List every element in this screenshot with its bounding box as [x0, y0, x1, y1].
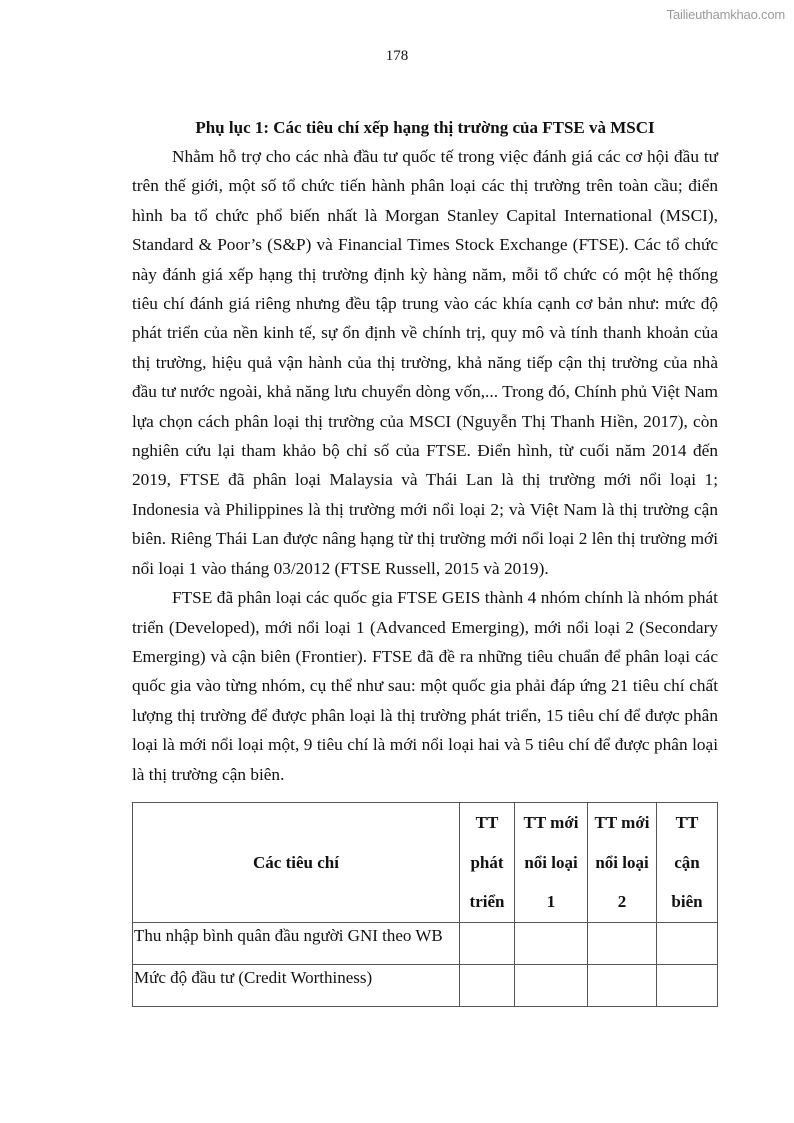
- header-secondary-emerging: TT mới nổi loại 2: [588, 803, 657, 923]
- header-frontier: TT cận biên: [657, 803, 718, 923]
- header-advanced-emerging: TT mới nổi loại 1: [515, 803, 588, 923]
- appendix-title: Phụ lục 1: Các tiêu chí xếp hạng thị trường của FTSE và MSCI: [195, 118, 655, 137]
- document-body: [132, 113, 718, 789]
- advanced-emerging-cell: [515, 965, 588, 1007]
- header-developed: TT phát triển: [460, 803, 515, 923]
- criterion-cell: Mức độ đầu tư (Credit Worthiness): [133, 965, 460, 1007]
- table-row: [133, 923, 718, 965]
- secondary-emerging-cell: [588, 965, 657, 1007]
- advanced-emerging-cell: [515, 923, 588, 965]
- header-criteria: Các tiêu chí: [133, 803, 460, 923]
- frontier-cell: [657, 965, 718, 1007]
- developed-cell: [460, 965, 515, 1007]
- paragraph-intro: Nhằm hỗ trợ cho các nhà đầu tư quốc tế trong việc đánh giá các cơ hội đầu tư trên thế giới, một số tổ chức tiến hành phân loại các thị trường trên toàn cầu; điển hình ba tổ chức phổ biến nhất là Morgan Stanley Capital International (MSCI), Standard & Poor’s (S&P) và Financial Times Stock Exchange (FTSE). Các tổ chức này đánh giá xếp hạng thị trường định kỳ hàng năm, mỗi tổ chức có một hệ thống tiêu chí đánh giá riêng nhưng đều tập trung vào các khía cạnh cơ bản như: mức độ phát triển của nền kinh tế, sự ổn định về chính trị, quy mô và tính thanh khoản của thị trường, hiệu quả vận hành của thị trường, khả năng tiếp cận thị trường của nhà đầu tư nước ngoài, khả năng lưu chuyển dòng vốn,... Trong đó, Chính phủ Việt Nam lựa chọn cách phân loại thị trường của MSCI (Nguyễn Thị Thanh Hiền, 2017), còn nghiên cứu lại tham khảo bộ chỉ số của FTSE. Điển hình, từ cuối năm 2014 đến 2019, FTSE đã phân loại Malaysia và Thái Lan là thị trường mới nổi loại 1; Indonesia và Philippines là thị trường mới nổi loại 2; và Việt Nam là thị trường cận biên. Riêng Thái Lan được nâng hạng từ thị trường mới nổi loại 2 lên thị trường mới nổi loại 1 vào tháng 03/2012 (FTSE Russell, 2015 và 2019).: [132, 147, 718, 578]
- paragraph-ftse-groups: FTSE đã phân loại các quốc gia FTSE GEIS thành 4 nhóm chính là nhóm phát triển (Developed), mới nổi loại 1 (Advanced Emerging), mới nổi loại 2 (Secondary Emerging) và cận biên (Frontier). FTSE đã đề ra những tiêu chuẩn để phân loại các quốc gia vào từng nhóm, cụ thể như sau: một quốc gia phải đáp ứng 21 tiêu chí chất lượng thị trường để được phân loại là thị trường phát triển, 15 tiêu chí để được phân loại là mới nổi loại một, 9 tiêu chí là mới nổi loại hai và 5 tiêu chí để được phân loại là thị trường cận biên.: [132, 588, 718, 784]
- criterion-cell: Thu nhập bình quân đầu người GNI theo WB: [133, 923, 460, 965]
- developed-cell: [460, 923, 515, 965]
- table-header-row: [133, 803, 718, 923]
- table-row: [133, 965, 718, 1007]
- secondary-emerging-cell: [588, 923, 657, 965]
- page-number: 178: [385, 48, 409, 64]
- criteria-table: [132, 802, 718, 1007]
- frontier-cell: [657, 923, 718, 965]
- watermark: Tailieuthamkhao.com: [666, 7, 785, 22]
